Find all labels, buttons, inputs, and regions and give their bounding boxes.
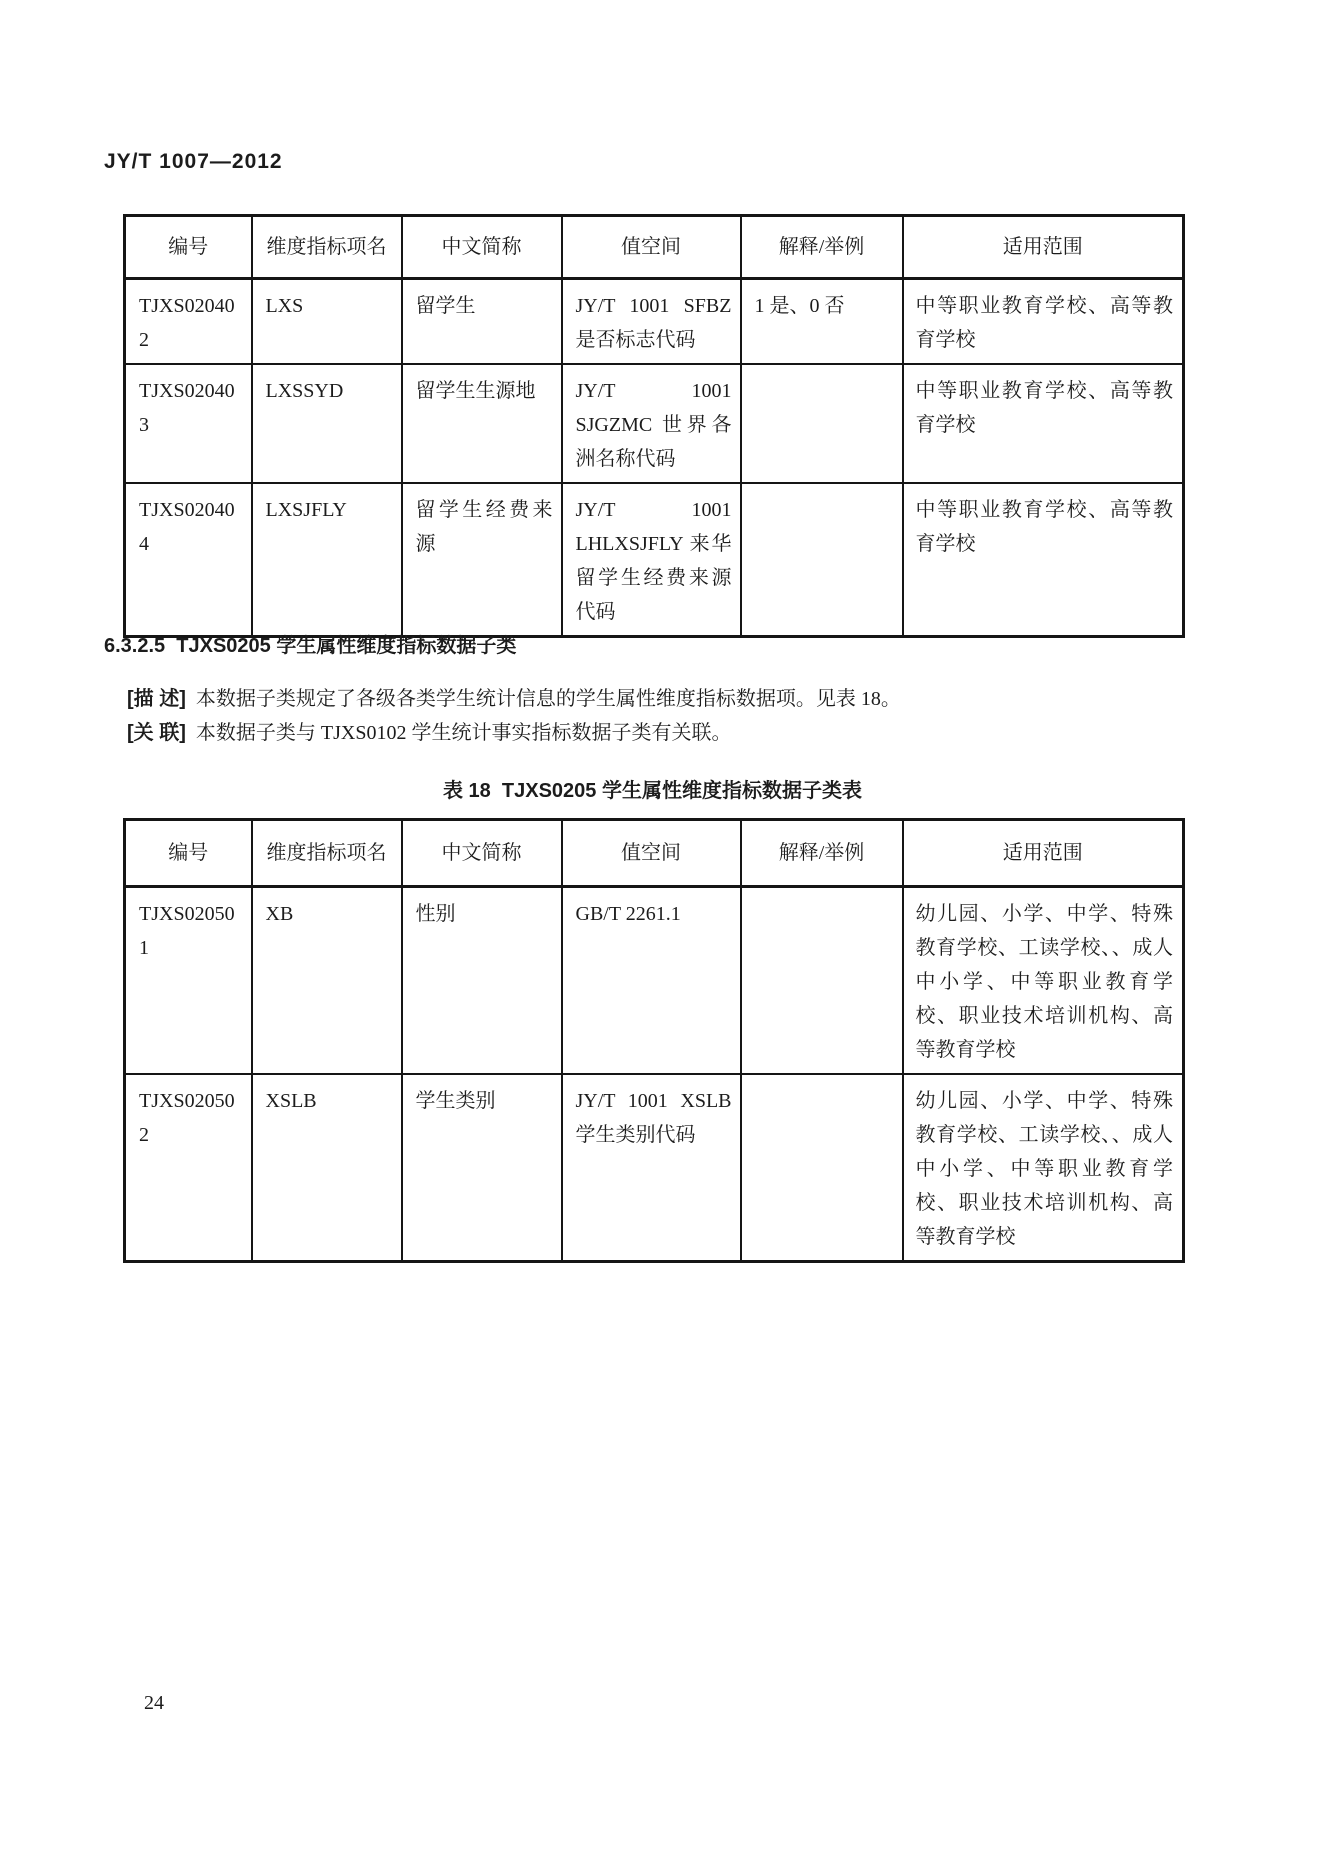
section-heading: 6.3.2.5 TJXS0205 学生属性维度指标数据子类	[104, 635, 517, 657]
cell-id: TJXS020501	[125, 887, 252, 1075]
doc-code: JY/T 1007—2012	[104, 150, 283, 173]
cell-cn: 留学生生源地	[402, 364, 562, 483]
column-header-scope: 适用范围	[903, 820, 1184, 887]
column-header-explain: 解释/举例	[741, 216, 903, 279]
column-header-id: 编号	[125, 216, 252, 279]
column-header-value-space: 值空间	[562, 216, 741, 279]
description-label: [描 述]	[127, 688, 186, 710]
table-row	[125, 1074, 1184, 1262]
cell-value-space: JY/T 1001 LHLXSJFLY 来华留学生经费来源代码	[562, 483, 741, 637]
cell-name: LXS	[252, 279, 402, 365]
column-header-explain: 解释/举例	[741, 820, 903, 887]
column-header-cn: 中文简称	[402, 820, 562, 887]
cell-scope: 中等职业教育学校、高等教育学校	[903, 483, 1184, 637]
cell-explain	[741, 1074, 903, 1262]
cell-cn: 留学生	[402, 279, 562, 365]
relation-text: 本数据子类与 TJXS0102 学生统计事实指标数据子类有关联。	[195, 722, 732, 744]
description-paragraph	[127, 684, 1187, 714]
cell-name: XB	[252, 887, 402, 1075]
column-header-name: 维度指标项名	[252, 820, 402, 887]
relation-paragraph	[127, 718, 1187, 748]
relation-label: [关 联]	[127, 722, 186, 744]
column-header-scope: 适用范围	[903, 216, 1184, 279]
description-text: 本数据子类规定了各级各类学生统计信息的学生属性维度指标数据项。见表 18。	[195, 688, 901, 710]
cell-name: XSLB	[252, 1074, 402, 1262]
cell-explain	[741, 887, 903, 1075]
table-row	[125, 887, 1184, 1075]
table18-student-attribute-dimension	[123, 818, 1185, 1263]
column-header-value-space: 值空间	[562, 820, 741, 887]
cell-explain	[741, 483, 903, 637]
table-row	[125, 364, 1184, 483]
cell-scope: 中等职业教育学校、高等教育学校	[903, 279, 1184, 365]
dimension-indicator-table-continued	[123, 214, 1185, 638]
cell-id: TJXS020404	[125, 483, 252, 637]
cell-cn: 学生类别	[402, 1074, 562, 1262]
cell-cn: 性别	[402, 887, 562, 1075]
table-header-row	[125, 820, 1184, 887]
cell-id: TJXS020403	[125, 364, 252, 483]
table-row	[125, 483, 1184, 637]
table-header-row	[125, 216, 1184, 279]
cell-value-space: GB/T 2261.1	[562, 887, 741, 1075]
cell-cn: 留学生经费来源	[402, 483, 562, 637]
cell-explain	[741, 364, 903, 483]
cell-scope: 中等职业教育学校、高等教育学校	[903, 364, 1184, 483]
page-number: 24	[144, 1692, 164, 1714]
cell-name: LXSSYD	[252, 364, 402, 483]
cell-value-space: JY/T 1001 SJGZMC 世界各洲名称代码	[562, 364, 741, 483]
cell-scope: 幼儿园、小学、中学、特殊教育学校、工读学校、、成人中小学、中等职业教育学校、职业技术培训机构、高等教育学校	[903, 1074, 1184, 1262]
column-header-cn: 中文简称	[402, 216, 562, 279]
cell-scope: 幼儿园、小学、中学、特殊教育学校、工读学校、、成人中小学、中等职业教育学校、职业技术培训机构、高等教育学校	[903, 887, 1184, 1075]
cell-value-space: JY/T 1001 XSLB 学生类别代码	[562, 1074, 741, 1262]
cell-explain: 1 是、0 否	[741, 279, 903, 365]
table-row	[125, 279, 1184, 365]
cell-id: TJXS020502	[125, 1074, 252, 1262]
table18-caption: 表 18 TJXS0205 学生属性维度指标数据子类表	[443, 780, 862, 802]
cell-value-space: JY/T 1001 SFBZ 是否标志代码	[562, 279, 741, 365]
cell-id: TJXS020402	[125, 279, 252, 365]
cell-name: LXSJFLY	[252, 483, 402, 637]
column-header-name: 维度指标项名	[252, 216, 402, 279]
column-header-id: 编号	[125, 820, 252, 887]
